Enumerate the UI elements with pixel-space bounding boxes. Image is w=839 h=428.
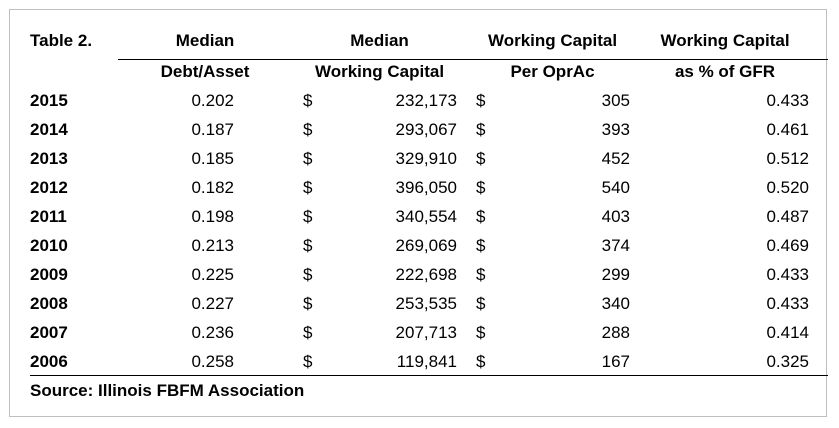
- row-year: 2011: [30, 207, 67, 226]
- cell-pct-gfr: 0.461: [766, 120, 809, 139]
- currency-symbol: $: [476, 265, 486, 284]
- header-working-capital-line2: Working Capital: [314, 62, 445, 81]
- currency-symbol: $: [303, 352, 313, 371]
- row-year: 2008: [30, 294, 68, 313]
- currency-symbol: $: [476, 178, 486, 197]
- currency-symbol: $: [476, 323, 486, 342]
- cell-debt-asset: 0.236: [191, 323, 234, 342]
- row-year: 2007: [30, 323, 68, 342]
- cell-per-oprac: 393: [601, 120, 630, 139]
- cell-debt-asset: 0.198: [191, 207, 234, 226]
- footer-divider: [30, 375, 828, 376]
- cell-per-oprac: 374: [601, 236, 630, 255]
- table-title: Table 2.: [30, 31, 93, 50]
- row-year: 2006: [30, 352, 68, 371]
- cell-working-capital: 269,069: [395, 236, 457, 255]
- header-working-capital-line1: Median: [350, 31, 409, 50]
- cell-pct-gfr: 0.487: [766, 207, 809, 226]
- currency-symbol: $: [476, 120, 486, 139]
- cell-per-oprac: 340: [601, 294, 630, 313]
- currency-symbol: $: [476, 207, 486, 226]
- cell-per-oprac: 452: [601, 149, 630, 168]
- cell-per-oprac: 403: [601, 207, 630, 226]
- header-pct-gfr-line2: as % of GFR: [674, 62, 776, 81]
- cell-debt-asset: 0.182: [191, 178, 234, 197]
- cell-working-capital: 329,910: [395, 149, 457, 168]
- currency-symbol: $: [303, 236, 313, 255]
- cell-working-capital: 119,841: [396, 352, 457, 371]
- currency-symbol: $: [476, 294, 486, 313]
- cell-working-capital: 232,173: [395, 91, 457, 110]
- cell-pct-gfr: 0.520: [766, 178, 809, 197]
- row-year: 2010: [30, 236, 68, 255]
- cell-per-oprac: 288: [601, 323, 630, 342]
- cell-debt-asset: 0.213: [191, 236, 234, 255]
- cell-working-capital: 396,050: [395, 178, 457, 197]
- cell-debt-asset: 0.258: [191, 352, 234, 371]
- cell-working-capital: 207,713: [395, 323, 457, 342]
- header-debt-asset-line1: Median: [175, 31, 235, 50]
- cell-debt-asset: 0.225: [191, 265, 234, 284]
- currency-symbol: $: [303, 149, 313, 168]
- cell-debt-asset: 0.185: [191, 149, 234, 168]
- row-year: 2009: [30, 265, 68, 284]
- cell-per-oprac: 167: [601, 352, 630, 371]
- header-divider: [118, 59, 828, 60]
- source-note: Source: Illinois FBFM Association: [30, 381, 305, 400]
- header-pct-gfr-line1: Working Capital: [660, 31, 790, 50]
- cell-debt-asset: 0.227: [191, 294, 234, 313]
- row-year: 2013: [30, 149, 68, 168]
- currency-symbol: $: [476, 236, 486, 255]
- cell-working-capital: 253,535: [395, 294, 457, 313]
- currency-symbol: $: [476, 149, 486, 168]
- header-per-oprac-line1: Working Capital: [487, 31, 618, 50]
- currency-symbol: $: [303, 178, 313, 197]
- cell-pct-gfr: 0.433: [766, 265, 809, 284]
- row-year: 2015: [30, 91, 68, 110]
- currency-symbol: $: [303, 91, 313, 110]
- cell-per-oprac: 299: [601, 265, 630, 284]
- currency-symbol: $: [303, 294, 313, 313]
- cell-debt-asset: 0.202: [191, 91, 234, 110]
- cell-pct-gfr: 0.469: [766, 236, 809, 255]
- cell-working-capital: 293,067: [395, 120, 457, 139]
- cell-pct-gfr: 0.325: [766, 352, 809, 371]
- header-debt-asset-line2: Debt/Asset: [160, 62, 250, 81]
- cell-pct-gfr: 0.433: [766, 294, 809, 313]
- cell-per-oprac: 540: [601, 178, 630, 197]
- currency-symbol: $: [303, 207, 313, 226]
- cell-working-capital: 222,698: [395, 265, 457, 284]
- header-per-oprac-line2: Per OprAc: [510, 62, 595, 81]
- cell-pct-gfr: 0.433: [766, 91, 809, 110]
- row-year: 2014: [30, 120, 68, 139]
- cell-per-oprac: 305: [601, 91, 630, 110]
- cell-working-capital: 340,554: [395, 207, 457, 226]
- currency-symbol: $: [303, 323, 313, 342]
- currency-symbol: $: [476, 91, 486, 110]
- currency-symbol: $: [303, 120, 313, 139]
- cell-pct-gfr: 0.414: [766, 323, 809, 342]
- row-year: 2012: [30, 178, 68, 197]
- cell-pct-gfr: 0.512: [766, 149, 809, 168]
- currency-symbol: $: [303, 265, 313, 284]
- currency-symbol: $: [476, 352, 486, 371]
- cell-debt-asset: 0.187: [191, 120, 234, 139]
